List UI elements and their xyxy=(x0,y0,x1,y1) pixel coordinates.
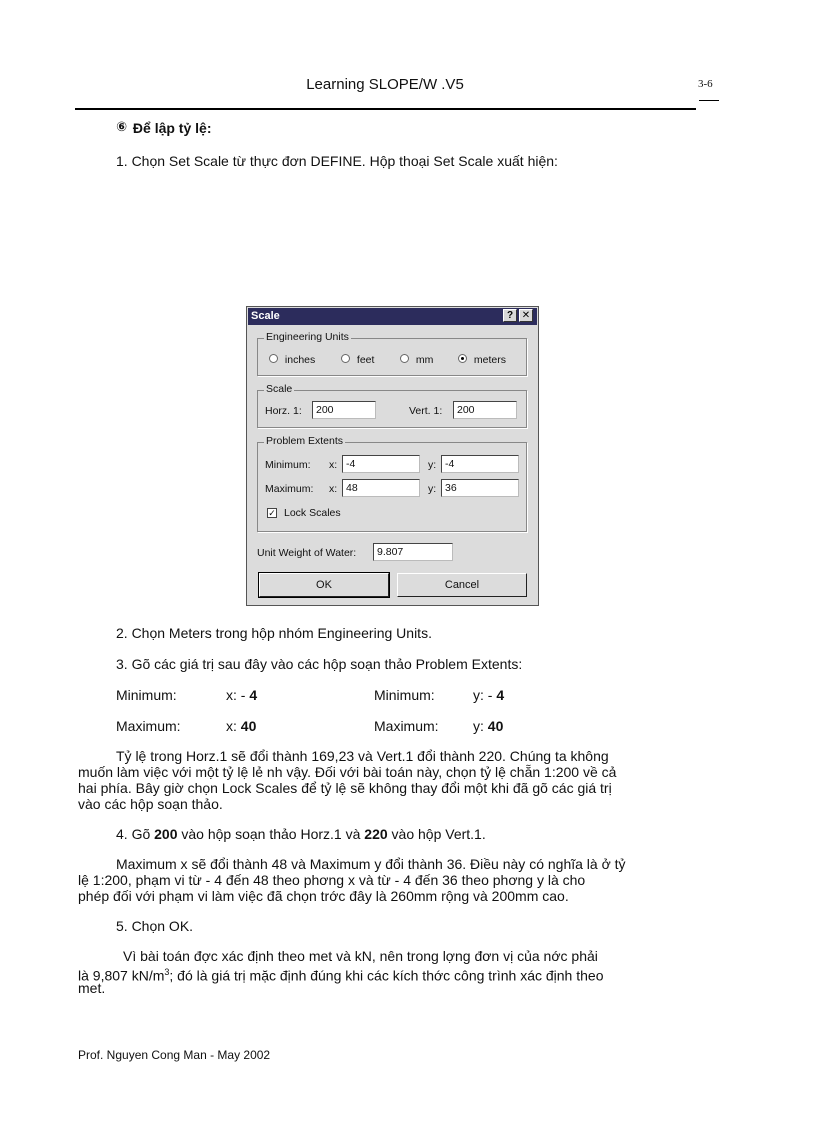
horz-scale-input[interactable]: 200 xyxy=(312,401,376,419)
radio-feet[interactable] xyxy=(341,354,374,366)
radio-mm-label: mm xyxy=(415,354,434,366)
step-number-icon: ⑥ xyxy=(116,119,128,134)
para2-line2: lệ 1:200, phạm vi từ - 4 đến 48 theo phơng x và từ - 4 đến 36 theo phơng y là cho xyxy=(78,872,586,888)
para1-line4: vào các hộp soạn thảo. xyxy=(78,796,223,812)
unit-weight-water-input[interactable]: 9.807 xyxy=(373,543,453,561)
extents-max-x-prefix: x: xyxy=(226,718,237,734)
dialog-title: Scale xyxy=(251,310,280,322)
extents-max-x-value: 40 xyxy=(240,718,257,734)
close-button[interactable]: ✕ xyxy=(519,309,533,322)
extents-max-y-prefix: y: xyxy=(473,718,484,734)
maximum-label: Maximum: xyxy=(265,483,314,495)
vert-label: Vert. 1: xyxy=(409,405,443,417)
extents-min-y-prefix: y: - xyxy=(473,687,493,703)
extents-max-x xyxy=(226,718,256,735)
min-y-label: y: xyxy=(428,459,437,471)
extents-max-y-value: 40 xyxy=(487,718,504,734)
lock-scales-checkbox[interactable]: ✓ xyxy=(268,508,276,518)
max-x-input[interactable]: 48 xyxy=(342,479,420,497)
radio-feet-label: feet xyxy=(356,354,375,366)
para3-line2 xyxy=(78,964,603,985)
step-2: 2. Chọn Meters trong hộp nhóm Engineering Units. xyxy=(116,625,432,641)
para1-line2: muốn làm việc với một tỷ lệ lẻ nh vậy. Đối với bài toán này, chọn tỷ lệ chẵn 1:200 về cả xyxy=(78,764,617,780)
scale-group-label: Scale xyxy=(266,383,293,395)
page-number-underline xyxy=(699,100,719,101)
extents-max-y xyxy=(473,718,503,735)
radio-inches-label: inches xyxy=(284,354,316,366)
extents-max-label-1: Maximum: xyxy=(116,718,181,734)
para3-line2-pre: là 9,807 kN/m xyxy=(78,967,165,984)
radio-meters[interactable] xyxy=(458,354,506,366)
radio-mm[interactable] xyxy=(400,354,433,366)
radio-meters-label: meters xyxy=(473,354,507,366)
cancel-button[interactable]: Cancel xyxy=(397,573,527,597)
para3-line2-post: ; đó là giá trị mặc định đúng khi các kích thớc công trình xác định theo xyxy=(169,967,604,984)
step-4-pre: 4. Gõ xyxy=(116,826,155,842)
extents-min-x xyxy=(226,687,257,704)
radio-feet-circle[interactable] xyxy=(341,354,350,363)
radio-inches-circle[interactable] xyxy=(269,354,278,363)
page-number: 3-6 xyxy=(698,78,713,90)
max-x-label: x: xyxy=(329,483,338,495)
running-header-title: Learning SLOPE/W .V5 xyxy=(306,76,464,93)
problem-extents-label: Problem Extents xyxy=(266,435,344,447)
horz-label: Horz. 1: xyxy=(265,405,302,417)
min-y-input[interactable]: -4 xyxy=(441,455,519,473)
para3-line3: met. xyxy=(78,980,106,996)
step-4-post: vào hộp Vert.1. xyxy=(387,826,486,842)
engineering-units-label: Engineering Units xyxy=(266,331,349,343)
footer-author: Prof. Nguyen Cong Man - May 2002 xyxy=(78,1048,271,1062)
scale-dialog xyxy=(246,306,539,606)
minimum-label: Minimum: xyxy=(265,459,311,471)
section-title: Để lập tỷ lệ: xyxy=(132,120,212,136)
min-x-input[interactable]: -4 xyxy=(342,455,420,473)
min-x-label: x: xyxy=(329,459,338,471)
radio-mm-circle[interactable] xyxy=(400,354,409,363)
max-y-input[interactable]: 36 xyxy=(441,479,519,497)
lock-scales-label: Lock Scales xyxy=(284,507,341,519)
ok-button[interactable]: OK xyxy=(259,573,389,597)
header-rule xyxy=(75,108,696,110)
step-4-mid: vào hộp soạn thảo Horz.1 và xyxy=(177,826,365,842)
step-5: 5. Chọn OK. xyxy=(116,918,194,934)
vert-scale-input[interactable]: 200 xyxy=(453,401,517,419)
para1-line3: hai phía. Bây giờ chọn Lock Scales để tỷ lệ sẽ không thay đổi một khi đã gõ các giá trị xyxy=(78,780,612,796)
step-3: 3. Gõ các giá trị sau đây vào các hộp soạn thảo Problem Extents: xyxy=(116,656,523,672)
section-heading xyxy=(116,119,212,136)
step-4-horz-value: 200 xyxy=(154,826,178,842)
para1-line1: Tỷ lệ trong Horz.1 sẽ đổi thành 169,23 và Vert.1 đổi thành 220. Chúng ta không xyxy=(116,748,609,764)
extents-min-y xyxy=(473,687,504,704)
para2-line1: Maximum x sẽ đổi thành 48 và Maximum y đổi thành 36. Điều này có nghĩa là ở tỷ xyxy=(116,856,626,872)
extents-min-label-2: Minimum: xyxy=(374,687,435,703)
extents-min-label-1: Minimum: xyxy=(116,687,177,703)
para2-line3: phép đối với phạm vi làm việc đã chọn trớc đây là 260mm rộng và 200mm cao. xyxy=(78,888,569,904)
dialog-titlebar xyxy=(248,308,537,325)
para3-line1: Vì bài toán đợc xác định theo met và kN, nên trong lợng đơn vị của nớc phải xyxy=(123,948,598,964)
extents-max-label-2: Maximum: xyxy=(374,718,439,734)
step-4 xyxy=(116,826,486,843)
extents-min-y-value: 4 xyxy=(496,687,505,703)
step-4-vert-value: 220 xyxy=(364,826,388,842)
radio-meters-circle[interactable] xyxy=(458,354,467,363)
radio-inches[interactable] xyxy=(269,354,315,366)
extents-min-x-prefix: x: - xyxy=(226,687,246,703)
para3-superscript: 3 xyxy=(164,967,170,977)
max-y-label: y: xyxy=(428,483,437,495)
step-1: 1. Chọn Set Scale từ thực đơn DEFINE. Hộp thoại Set Scale xuất hiện: xyxy=(116,153,558,169)
unit-weight-water-label: Unit Weight of Water: xyxy=(257,547,357,559)
help-button[interactable]: ? xyxy=(503,309,517,322)
extents-min-x-value: 4 xyxy=(249,687,258,703)
